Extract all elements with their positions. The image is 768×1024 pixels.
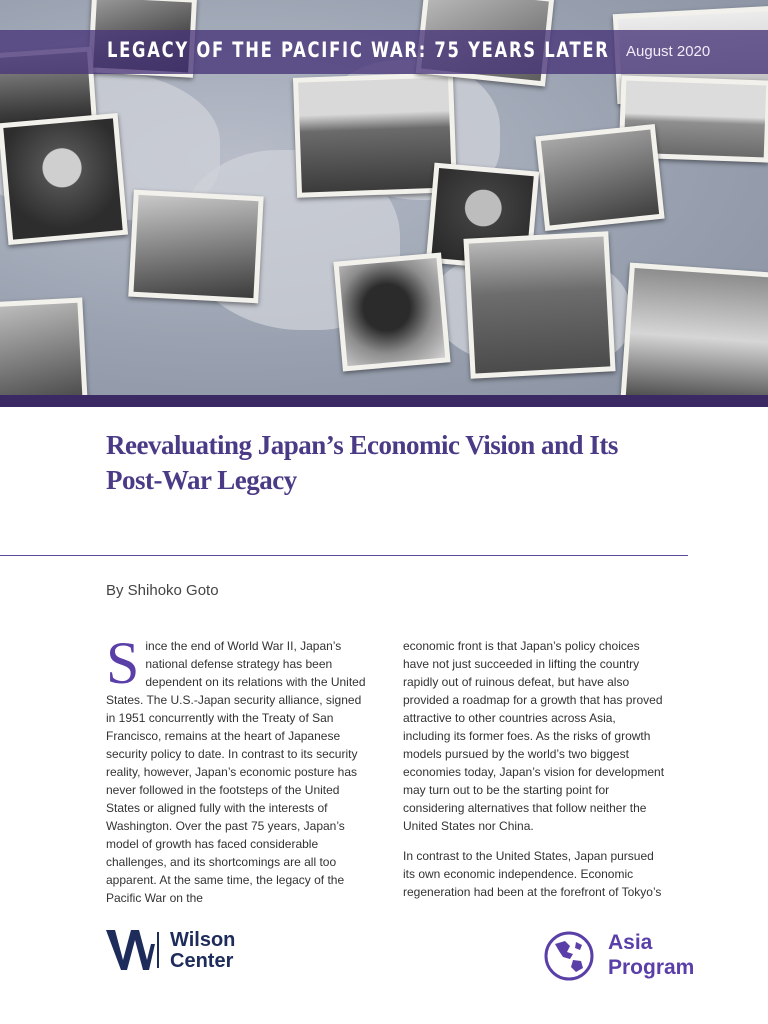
article-title [106,428,696,498]
wilson-center-wordmark [170,930,235,972]
body-paragraph: In contrast to the United States, Japan pursued its own economic independence. Economic regeneration had been at the forefront of Tokyo’s [403,849,662,899]
series-title: LEGACY OF THE PACIFIC WAR: 75 YEARS LATER [107,38,610,62]
article-title-line-1: Reevaluating Japan’s Economic Vision and Its [106,430,618,460]
program-line-1: Asia [608,931,653,954]
asia-program-wordmark [608,930,694,980]
title-divider [0,555,688,556]
header-divider-band [0,395,768,407]
wilson-line-1: Wilson [170,929,236,951]
wilson-center-logo-icon [106,930,164,970]
article-title-line-2: Post-War Legacy [106,465,297,495]
wilson-line-2: Center [170,950,234,972]
body-column-1 [106,630,369,919]
byline: By Shihoko Goto [106,582,219,599]
program-line-2: Program [608,956,695,979]
body-paragraph [106,630,369,907]
publication-date: August 2020 [626,43,711,60]
paragraph-text: ince the end of World War II, Japan’s national defense strategy has been dependent on its relations with the United States. The U.S.-Japan security alliance, signed in 1951 concurrently with the Treaty of San Francisco, remains at the heart of Japanese security policy to date. In contrast to its security reality, however, Japan’s economic posture has never followed in the footsteps of the United States or aligned fully with the interests of Washington. Over the past 75 years, Japan’s model of growth has faced considerable challenges, and its shortcomings are all too apparent. At the same time, the legacy of the Pacific War on the [106,639,366,905]
body-paragraph: economic front is that Japan’s policy choices have not just succeeded in lifting the country rapidly out of ruinous defeat, but have also provided a roadmap for a growth that has proved attractive to other countries across Asia, including its former foes. As the risks of growth models pursued by the world’s two biggest economies today, Japan’s vision for development may turn out to be the starting point for considering alternatives that follow neither the United States nor China. [403,639,665,833]
drop-cap: S [106,630,140,696]
globe-icon [543,930,595,982]
body-column-2 [403,637,666,913]
